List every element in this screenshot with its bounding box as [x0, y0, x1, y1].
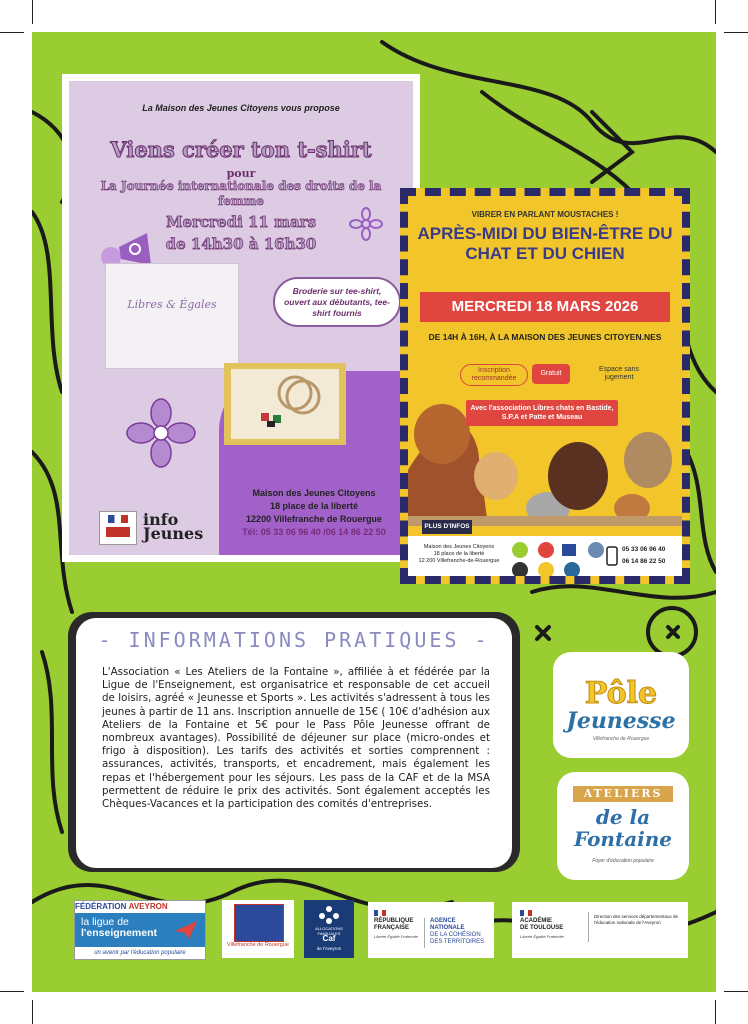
poster-pets-footer [408, 536, 682, 584]
pole-bottom: Jeunesse [566, 708, 676, 734]
ligue-name: la ligue de l'enseignement [81, 916, 158, 939]
caf-logo: ALLOCATIONS FAMILIALES Caf de l'Aveyron [304, 900, 354, 958]
poster-pets [400, 188, 690, 584]
flower-icon [349, 207, 383, 241]
tshirt-image [105, 263, 239, 369]
poster-pets-date: MERCREDI 18 MARS 2026 [420, 292, 670, 322]
footer-street: 18 place de la liberté [433, 551, 485, 557]
villefranche-logo: Villefranche de Rouergue [222, 900, 294, 958]
footer-phones [622, 544, 678, 568]
poster-pets-where: DE 14H À 16H, À LA MAISON DES JEUNES CITOYEN.NES [428, 332, 662, 342]
crop-mark [0, 991, 24, 992]
footer-phone-2: 06 14 86 22 50 [622, 558, 666, 565]
plus-infos-label: PLUS D'INFOS [422, 520, 472, 534]
crop-mark [724, 991, 748, 992]
crop-mark [715, 0, 716, 24]
info-title: - INFORMATIONS PRATIQUES - [98, 628, 490, 652]
ligue-slogan: un avenir par l'éducation populaire [75, 947, 205, 959]
flower-icon [125, 397, 197, 469]
chip-inscription: Inscription recommandée [460, 364, 528, 386]
footer-name: Maison des Jeunes Citoyens [423, 544, 495, 550]
poster-intro: La Maison des Jeunes Citoyens vous propose [142, 103, 340, 113]
poster-pour: pour [226, 167, 256, 180]
anct-logo: RÉPUBLIQUE FRANÇAISE Liberté Égalité Fraternité AGENCE NATIONALE DE LA COHÉSION DES TERRITOIRES [368, 902, 494, 958]
poster-pets-subtitle: VIBRER EN PARLANT MOUSTACHES ! [471, 210, 619, 219]
pole-top: Pôle [584, 676, 658, 711]
crop-mark [724, 32, 748, 33]
poster-time: de 14h30 à 16h30 [165, 235, 317, 253]
footer-city: 12 200 Villefranche-de-Rouergue [418, 558, 500, 564]
pole-small: Villefranche de Rouergue [592, 736, 650, 742]
address-street: 18 place de la liberté [269, 501, 359, 511]
crop-mark [32, 1000, 33, 1024]
chip-espace: Espace sans jugement [598, 366, 640, 381]
address-tel: Tél: 05 33 06 96 40 /06 14 86 22 50 [242, 527, 386, 537]
pole-jeunesse-logo [553, 652, 689, 758]
republique-logo [99, 511, 137, 545]
phone-icon [606, 546, 618, 566]
poster-journee: La Journée internationale des droits de la femme [100, 179, 382, 208]
info-text: L'Association « Les Ateliers de la Fontaine », affiliée à et fédérée par la Ligue de l'Enseignement, est organisatrice et responsable de cet accueil de loisirs, agréé « Jeunesse et Sports ». Les activités s'adressent à tous les jeunes à partir de 11 ans. Inscription annuelle de 15€ ( 10€ d'adhésion aux Ateliers de la Fontaine et 5€ pour le Pass Pôle Jeunesse offrant de nombreux avantages). Possibilité de déjeuner sur place (micro-ondes et frigo à disposition). Les tarifs des activités et sorties comprennent : assurances, activités, transports, et encadrement, mais également les repas et l'hébergement pour les séjours. Les pass de la CAF et de la MSA permettent de réduire le prix des activités. Sont également acceptés les Chèques-Vacances et la participation des comités d'entreprises. [102, 666, 490, 811]
crop-mark [32, 0, 33, 24]
info-bubble: Broderie sur tee-shirt, ouvert aux débutants, tee-shirt fournis [273, 277, 401, 327]
address-name: Maison des Jeunes Citoyens [252, 488, 376, 498]
crop-mark [0, 32, 24, 33]
plane-icon [173, 919, 199, 941]
poster-title: Viens créer ton t-shirt [110, 137, 372, 162]
poster-pets-title: APRÈS-MIDI DU BIEN-ÊTRE DU CHAT ET DU CHIEN [417, 224, 673, 263]
ligue-enseignement-logo [74, 900, 206, 960]
address-city: 12200 Villefranche de Rouergue [246, 514, 382, 524]
ateliers-mid: de la Fontaine [573, 805, 673, 851]
footer-address [418, 544, 500, 565]
info-jeunes-logo: info Jeunes [143, 510, 204, 543]
poster-date: Mercredi 11 mars [165, 213, 317, 231]
ateliers-small: Foyer d'éducation populaire [592, 858, 654, 864]
poster-address [219, 487, 409, 539]
ateliers-top: ATELIERS [573, 786, 673, 802]
academie-toulouse-logo: ACADÉMIE DE TOULOUSE Liberté Égalité Fraternité Direction des services départementaux de l'éducation nationale de l'Aveyron [512, 902, 688, 958]
caf-star-icon [317, 904, 341, 924]
embroidery-hoops-image [224, 363, 346, 445]
partner-logos [508, 540, 618, 580]
poster-pets-association: Avec l'association Libres chats en Bastide, S.P.A et Patte et Museau [466, 400, 618, 426]
footer-phone-1: 05 33 06 96 40 [622, 546, 666, 553]
info-box [76, 618, 512, 868]
poster-tshirt [69, 81, 413, 555]
anct-text: AGENCE NATIONALE DE LA COHÉSION DES TERRITOIRES [430, 918, 485, 945]
federation-label: FÉDÉRATION AVEYRON [75, 901, 205, 913]
tshirt-text: Libres & Égales [127, 298, 217, 311]
crop-mark [715, 1000, 716, 1024]
chip-gratuit: Gratuit [532, 364, 570, 384]
ateliers-fontaine-logo [557, 772, 689, 880]
